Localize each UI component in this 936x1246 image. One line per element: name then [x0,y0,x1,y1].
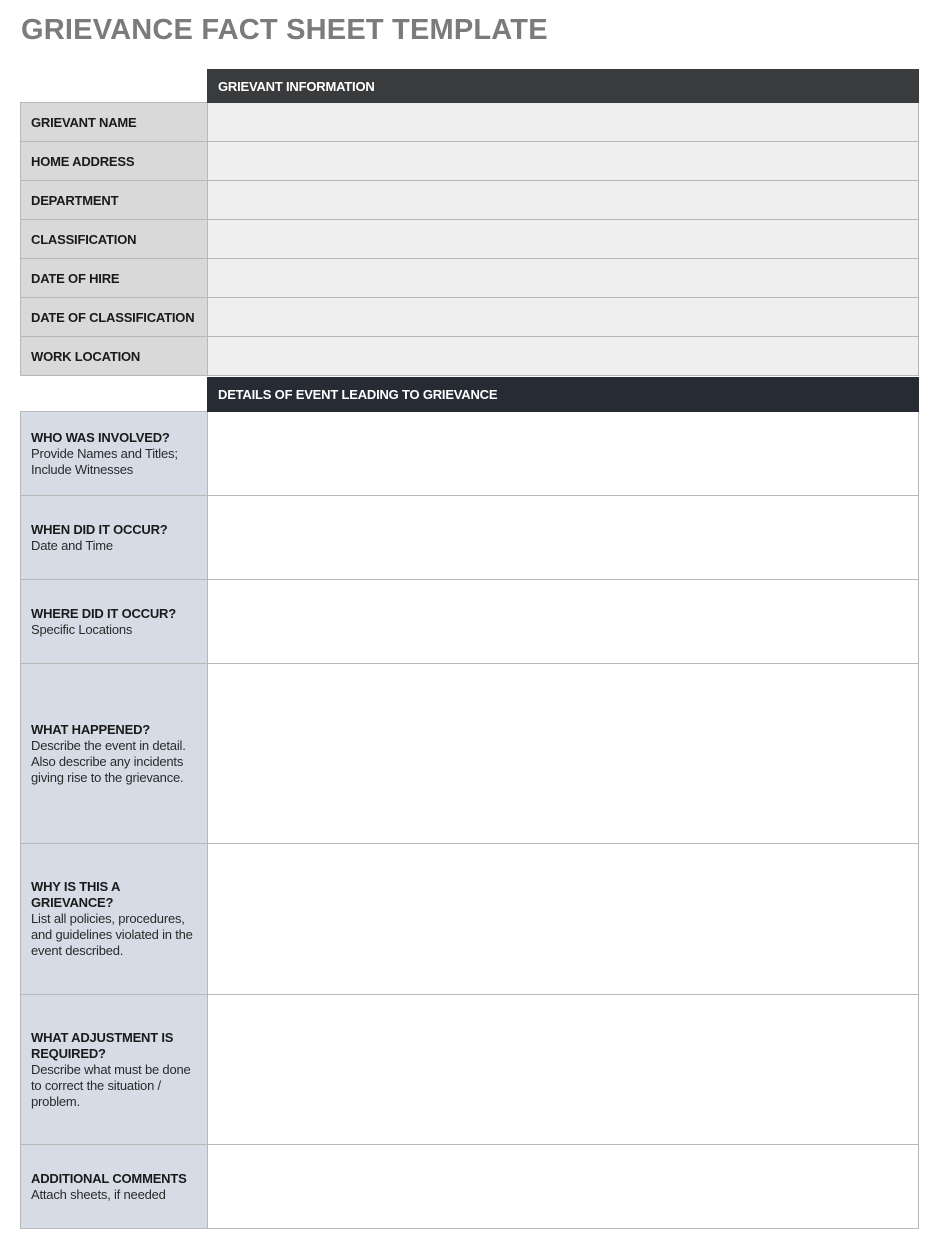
details-row-where [21,580,919,664]
home-address-field[interactable] [208,142,919,181]
date-of-hire-label: DATE OF HIRE [21,259,208,298]
info-row-date-of-classification [21,298,919,337]
when-occur-hint: Date and Time [31,537,113,553]
date-of-hire-field[interactable] [208,259,919,298]
details-row-who [21,412,919,496]
adjustment-field[interactable] [208,995,919,1145]
additional-comments-hint: Attach sheets, if needed [31,1186,166,1202]
info-row-classification [21,220,919,259]
event-details-table [20,377,919,1229]
adjustment-question: WHAT ADJUSTMENT IS REQUIRED? [31,1029,174,1061]
grievant-name-field[interactable] [208,103,919,142]
why-grievance-question: WHY IS THIS A GRIEVANCE? [31,879,120,910]
grievant-information-header: GRIEVANT INFORMATION [208,70,919,103]
what-happened-label [21,664,208,844]
why-grievance-label [21,844,208,995]
home-address-label: HOME ADDRESS [21,142,208,181]
who-involved-hint: Provide Names and Titles; Include Witnesses [31,445,178,477]
info-row-grievant-name [21,103,919,142]
classification-field[interactable] [208,220,919,259]
work-location-label: WORK LOCATION [21,337,208,376]
when-occur-field[interactable] [208,496,919,580]
blank-corner [21,378,208,412]
who-involved-field[interactable] [208,412,919,496]
department-label: DEPARTMENT [21,181,208,220]
additional-comments-field[interactable] [208,1145,919,1229]
page-title: GRIEVANCE FACT SHEET TEMPLATE [21,14,548,46]
adjustment-hint: Describe what must be done to correct the situation / problem. [31,1061,191,1109]
additional-comments-label [21,1145,208,1229]
who-involved-question: WHO WAS INVOLVED? [31,429,170,445]
details-row-why-grievance [21,844,919,995]
blank-corner [21,70,208,103]
why-grievance-field[interactable] [208,844,919,995]
what-happened-field[interactable] [208,664,919,844]
work-location-field[interactable] [208,337,919,376]
details-row-what-happened [21,664,919,844]
who-involved-label [21,412,208,496]
department-field[interactable] [208,181,919,220]
details-row-when [21,496,919,580]
additional-comments-question: ADDITIONAL COMMENTS [31,1170,187,1186]
what-happened-question: WHAT HAPPENED? [31,721,151,737]
info-row-home-address [21,142,919,181]
where-occur-hint: Specific Locations [31,621,133,637]
section-header-row [21,378,919,412]
section-header-row [21,70,919,103]
when-occur-question: WHEN DID IT OCCUR? [31,521,168,537]
info-row-work-location [21,337,919,376]
info-row-department [21,181,919,220]
classification-label: CLASSIFICATION [21,220,208,259]
when-occur-label [21,496,208,580]
event-details-header: DETAILS OF EVENT LEADING TO GRIEVANCE [208,378,919,412]
grievant-information-table [20,69,919,376]
grievant-name-label: GRIEVANT NAME [21,103,208,142]
where-occur-label [21,580,208,664]
details-row-adjustment [21,995,919,1145]
info-row-date-of-hire [21,259,919,298]
where-occur-field[interactable] [208,580,919,664]
what-happened-hint: Describe the event in detail. Also describe any incidents giving rise to the grievance. [31,737,186,785]
where-occur-question: WHERE DID IT OCCUR? [31,605,176,621]
why-grievance-hint: List all policies, procedures, and guidelines violated in the event described. [31,911,193,958]
date-of-classification-field[interactable] [208,298,919,337]
details-row-comments [21,1145,919,1229]
date-of-classification-label: DATE OF CLASSIFICATION [21,298,208,337]
adjustment-label [21,995,208,1145]
